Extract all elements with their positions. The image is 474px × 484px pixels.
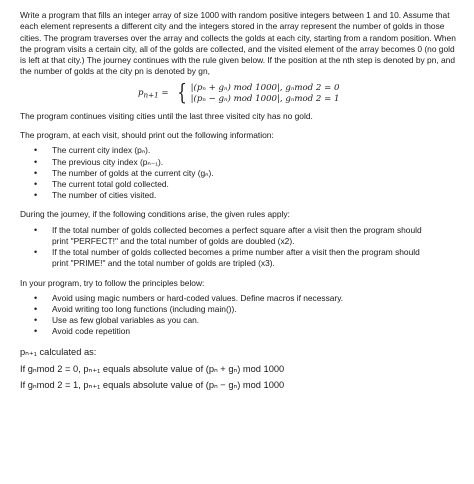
formula-lhs-subscript: n+1 [143,90,159,100]
rule-item-prime: • If the total number of golds collected becomes a prime number after a visit then the program should print "PRIME!" and the total number of golds are tripled (x3). [34,247,462,269]
rule-item-perfect: • If the total number of golds collected becomes a perfect square after a visit then the program should print "PERFECT!" and the total number of golds are doubled (x2). [34,225,462,247]
calc-line-even: If gₙmod 2 = 0, pₙ₊₁ equals absolute value of (pₙ + gₙ) mod 1000 [20,363,285,374]
list-item: • Avoid using magic numbers or hard-coded values. Define macros if necessary. [34,293,462,304]
list-item: • Use as few global variables as you can. [34,315,462,326]
print-intro: The program, at each visit, should print out the following information: [20,130,274,141]
list-item: • Avoid writing too long functions (including main()). [34,304,462,315]
principles-list [20,293,462,338]
list-item: • The number of cities visited. [34,190,462,201]
rules-intro: During the journey, if the following conditions arise, the given rules apply: [20,209,290,220]
list-item: • Avoid code repetition [34,326,462,337]
formula-case-odd: |(pₙ − gₙ) mod 1000|, gₙmod 2 = 1 [190,93,340,104]
principles-intro: In your program, try to follow the principles below: [20,277,205,288]
formula-case-even: |(pₙ + gₙ) mod 1000|, gₙmod 2 = 0 [190,82,340,93]
continue-paragraph: The program continues visiting cities until the last three visited city has no gold. [20,110,313,121]
list-item: • The current total gold collected. [34,179,462,190]
formula-brace: { [176,80,187,106]
formula-lhs-symbol: p [138,87,144,98]
formula-lhs: $p_{n+1}$ = [138,87,169,100]
calc-title: pₙ₊₁ calculated as: [20,346,97,357]
list-item: • The number of golds at the current city (gₙ). [34,168,462,179]
calc-line-odd: If gₙmod 2 = 1, pₙ₊₁ equals absolute value of (pₙ − gₙ) mod 1000 [20,379,285,390]
rules-list [20,225,462,270]
list-item: • The previous city index (pₙ₋₁). [34,157,462,168]
formula-cases [191,83,340,105]
intro-paragraph: Write a program that fills an integer array of size 1000 with random positive integers between 1 and 10. Assume that each element represents a different city and the integers stored in the array represent the number of golds in those cities. The program traverses over the array and collects the golds at each city, starting from a random position. When the program visits a certain city, all of the golds are collected, and the visited element of the array becomes 0 (no gold is left at that city.) The journey continues with the rule given below. If the position at the nth step is denoted by pn, and the number of golds at the city pn is denoted by gn, [20,10,456,77]
list-item: • The current city index (pₙ). [34,145,462,156]
print-list [20,145,462,201]
position-formula [138,80,462,106]
